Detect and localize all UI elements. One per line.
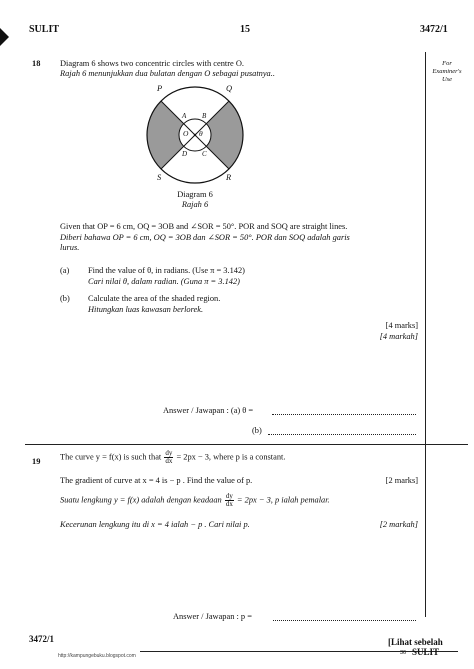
diagram-caption-ms: Rajah 6 <box>181 200 209 209</box>
label-S: S <box>157 173 162 182</box>
q19-answer-line[interactable] <box>273 620 416 621</box>
label-O: O <box>183 129 189 138</box>
q18-part-a: Find the value of θ, in radians. (Use π = 3.142) <box>88 266 245 275</box>
q18-part-b-label: (b) <box>60 294 70 303</box>
label-theta: θ <box>199 129 203 138</box>
q18-part-b-ms: Hitungkan luas kawasan berlorek. <box>88 305 204 314</box>
examiner-margin-line <box>425 52 426 617</box>
diagram-caption: Diagram 6 <box>177 190 213 199</box>
q19-line2: The gradient of curve at x = 4 is − p . Find the value of p. <box>60 476 253 485</box>
q19-marks-ms: [2 markah] <box>379 520 418 529</box>
q18-marks: [4 marks] <box>385 321 418 330</box>
question-separator <box>25 444 468 445</box>
label-A: A <box>182 112 187 120</box>
dy-dx-fraction-ms: $\frac{dy}{dx}$ <box>225 492 233 508</box>
label-D: D <box>182 150 188 158</box>
label-R: R <box>226 173 232 182</box>
q19-line1: The curve y = f(x) is such that $\frac{dy}{dx}$ = 2px − 3, where p is a constant. <box>60 449 286 465</box>
examiner-use-note: For Examiner's Use <box>432 60 462 83</box>
binding-mark <box>0 28 9 46</box>
q18-answer-a-line[interactable] <box>272 414 416 415</box>
header-page-number: 15 <box>240 24 250 35</box>
footer-rule <box>140 651 458 652</box>
label-B: B <box>202 112 207 120</box>
q18-given-ms-cont: lurus. <box>60 243 80 252</box>
label-P: P <box>157 84 163 93</box>
header-sulit: SULIT <box>29 24 60 35</box>
q18-part-a-ms: Cari nilai θ, dalam radian. (Guna π = 3.142) <box>88 277 240 286</box>
q19-marks: [2 marks] <box>385 476 418 485</box>
q18-given-ms: Diberi bahawa OP = 6 cm, OQ = 3OB dan ∠SOR = 50°. POR dan SOQ adalah garis <box>60 233 350 242</box>
q19-line4-ms: Kecerunan lengkung itu di x = 4 ialah − p . Cari nilai p. <box>60 520 250 529</box>
dy-dx-fraction: $\frac{dy}{dx}$ <box>165 449 173 465</box>
q18-answer-b-label: (b) <box>252 426 262 435</box>
footer-url: http://kampungebuku.blogspot.com <box>58 653 136 659</box>
centre-O-point <box>194 134 196 136</box>
q19-number: 19 <box>32 457 41 466</box>
q18-intro-ms: Rajah 6 menunjukkan dua bulatan dengan O sebagai pusatnya.. <box>60 69 275 78</box>
q18-intro: Diagram 6 shows two concentric circles with centre O. <box>60 59 244 68</box>
q18-part-b: Calculate the area of the shaded region. <box>88 294 221 303</box>
q18-marks-ms: [4 markah] <box>379 332 418 341</box>
q18-part-a-label: (a) <box>60 266 70 275</box>
label-C: C <box>202 150 207 158</box>
footer-turn-over: [Lihat sebelah <box>388 637 443 647</box>
footer-sulit: SULIT <box>412 647 440 657</box>
q19-line3-ms: Suatu lengkung y = f(x) adalah dengan keadaan $\frac{dy}{dx}$ = 2px − 3, p ialah pemalar. <box>60 492 330 508</box>
footer-paper-code: 3472/1 <box>29 634 55 644</box>
q18-given: Given that OP = 6 cm, OQ = 3OB and ∠SOR = 50°. POR and SOQ are straight lines. <box>60 222 348 231</box>
label-Q: Q <box>226 84 233 93</box>
q18-answer-b-line[interactable] <box>268 434 416 435</box>
header-paper-code: 3472/1 <box>420 24 448 35</box>
q18-answer-a-label: Answer / Jawapan : (a) θ = <box>163 406 254 415</box>
q19-answer-label: Answer / Jawapan : p = <box>173 612 252 621</box>
q18-number: 18 <box>32 59 41 68</box>
footer-page-num: 36 <box>400 650 407 656</box>
